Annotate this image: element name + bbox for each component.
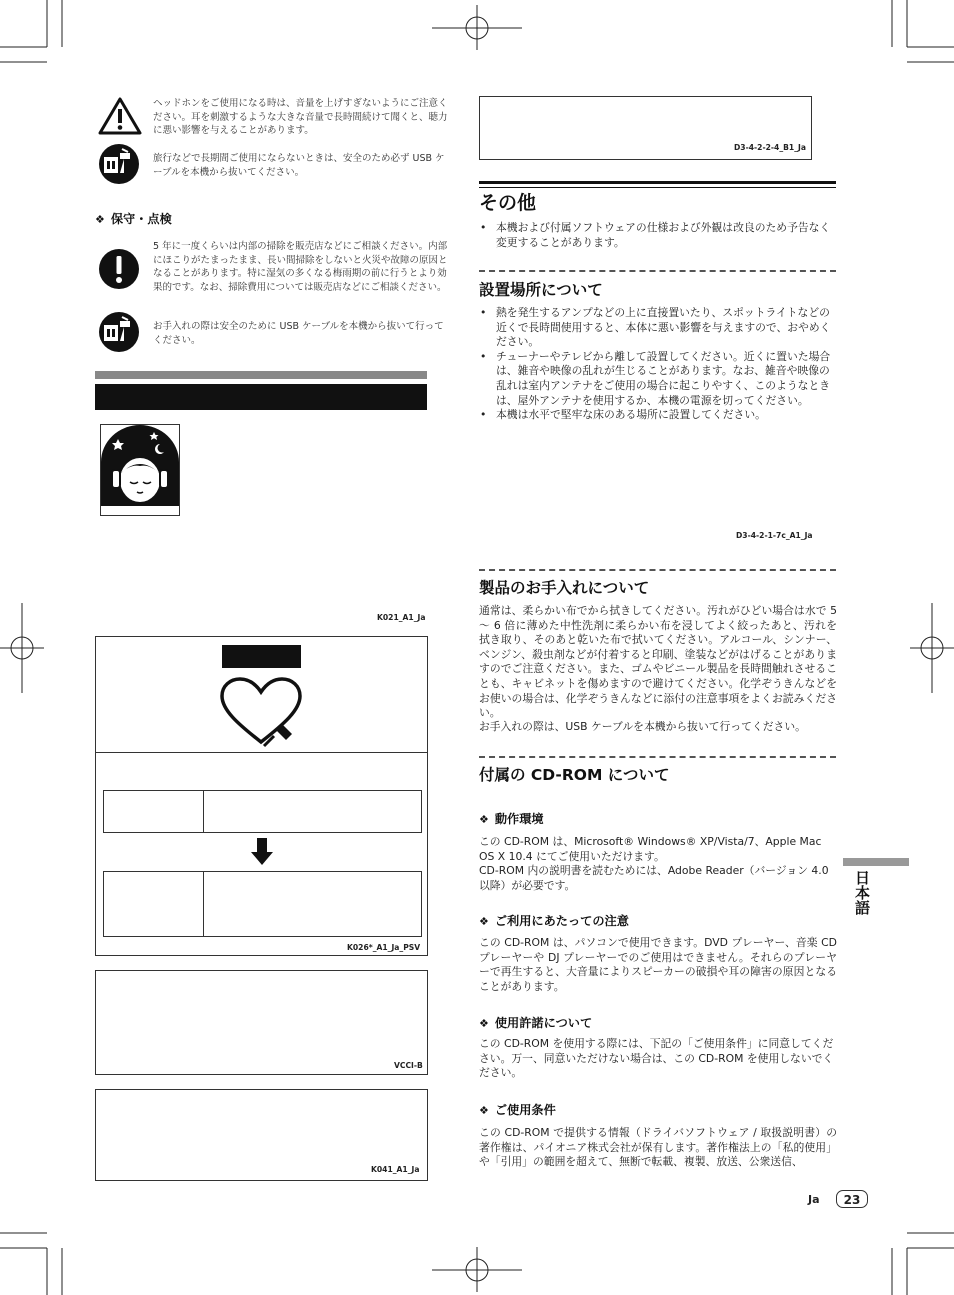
diamond-bullet-icon: ❖ <box>479 1104 489 1117</box>
cdrom-title: 付属の CD-ROM について <box>479 766 670 784</box>
license-heading: ❖ 使用許諾について <box>479 1016 593 1030</box>
install-item: • 本機は水平で堅牢な床のある場所に設置してください。 <box>479 408 837 423</box>
night-headphone-girl-icon <box>100 424 180 516</box>
install-list <box>479 306 837 423</box>
warn-travel-text: 旅行などで長期間ご使用にならないときは、安全のため必ず USB ケーブルを本機から抜いてください。 <box>153 153 445 178</box>
code-vcci: VCCI-B <box>394 1061 423 1070</box>
gray-band <box>95 371 427 379</box>
terms-heading: ❖ ご使用条件 <box>479 1103 556 1117</box>
install-item: • チューナーやテレビから離して設置してください。近くに置いた場合は、雑音や映像の乱れが生じることがあります。なお、雑音や映像の乱れは室内アンテナをご使用の場合に起こりやすく、このようなときは、屋外アンテナを使用するか、本機の電源を切ってください。 <box>479 350 837 408</box>
footer-lang: Ja <box>808 1193 820 1206</box>
env-text: この CD-ROM は、Microsoft® Windows® XP/Vista/7、Apple Mac OS X 10.4 にてご使用いただけます。 <box>479 835 822 863</box>
use-text: この CD-ROM は、パソコンで使用できます。DVD プレーヤー、音楽 CD プレーヤーや DJ プレーヤーでのご使用はできません。それらのプレーヤーで再生すると、大音量によりスピーカーの破損や耳の障害の原因となることがあります。 <box>479 936 837 993</box>
caution-exclamation-icon <box>98 248 140 290</box>
side-tab-bar <box>843 858 909 866</box>
title-rule-thick <box>479 181 836 184</box>
install-title: 設置場所について <box>479 281 603 299</box>
unplug-icon <box>98 143 140 185</box>
install-divider <box>479 270 836 272</box>
after-label-cell <box>103 871 204 937</box>
page-number: 23 <box>836 1190 868 1208</box>
before-label-cell <box>103 790 204 833</box>
pse-black-label <box>222 645 301 668</box>
maintenance-usb-text: お手入れの際は安全のために USB ケーブルを本機から抜いて行ってください。 <box>153 321 444 346</box>
license-text: この CD-ROM を使用する際には、下記の「ご使用条件」に同意してください。万一、同意いただけない場合は、この CD-ROM を使用しないでください。 <box>479 1037 834 1080</box>
maintenance-text: 5 年に一度くらいは内部の掃除を販売店などにご相談ください。内部にほこりがたまったまま、長い間掃除をしないと火災や故障の原因となることがあります。特に湿気の多くなる梅雨期の前に行うとより効果的です。なお、掃除費用については販売店などにご相談ください。 <box>153 241 448 293</box>
arrow-down-icon <box>251 838 273 866</box>
warn-headphone-text: ヘッドホンをご使用になる時は、音量を上げすぎないようにご注意ください。耳を刺激するような大きな音量で長時間続けて聞くと、聴力に悪い影響を与えることがあります。 <box>153 98 448 136</box>
care-divider <box>479 569 836 571</box>
unplug-icon-2 <box>98 311 140 353</box>
heart-plug-icon <box>218 676 304 748</box>
vcci-box <box>95 970 428 1075</box>
terms-text: この CD-ROM で提供する情報（ドライバソフトウェア / 取扱説明書）の著作権は、パイオニア株式会社が保有します。著作権法上の「私的使用」や「引用」の範囲を超えて、無断で転載、複製、放送、公衆送信、 <box>479 1126 837 1169</box>
code-top-right: D3-4-2-2-4_B1_Ja <box>734 143 806 152</box>
care-text-usb: お手入れの際は、USB ケーブルを本機から抜いて行ってください。 <box>479 720 806 733</box>
code-k026: K026*_A1_Ja_PSV <box>347 943 421 952</box>
other-list <box>479 221 837 250</box>
warning-triangle-icon <box>98 96 142 136</box>
care-text: 通常は、柔らかい布でから拭きしてください。汚れがひどい場合は水で 5 〜 6 倍に薄めた中性洗剤に柔らかい布を浸してよく絞ったあと、汚れを拭き取り、そのあと乾いた布で拭いてください。アルコール、シンナー、ベンジン、殺虫剤などが付着すると印刷、塗装などがはげることがありますのでご注意ください。また、ゴムやビニール製品を長時間触れさせることも、キャビネットを傷めますので避けてください。化学ぞうきんなどをお使いの場合は、化学ぞうきんなどに添付の注意事項をよくお読みください。 <box>479 604 837 720</box>
divider-line <box>95 752 428 753</box>
care-title: 製品のお手入れについて <box>479 579 650 597</box>
diamond-bullet-icon: ❖ <box>479 915 489 928</box>
other-title: その他 <box>479 192 537 214</box>
install-item: • 熱を発生するアンプなどの上に直接置いたり、スポットライトなどの近くで長時間使用すると、本体に悪い影響を与えますので、おやめください。 <box>479 306 837 350</box>
after-text-cell <box>203 871 422 937</box>
side-language-tab: 日本語 <box>853 870 871 915</box>
env-heading: ❖ 動作環境 <box>479 812 544 826</box>
code-k041: K041_A1_Ja <box>371 1165 420 1174</box>
black-band <box>95 384 427 410</box>
code-k021: K021_A1_Ja <box>377 613 426 622</box>
other-item: • 本機および付属ソフトウェアの仕様および外観は改良のため予告なく変更することがあります。 <box>479 221 837 250</box>
cdrom-divider <box>479 756 836 758</box>
diamond-bullet-icon: ❖ <box>479 813 489 826</box>
use-heading: ❖ ご利用にあたっての注意 <box>479 914 629 928</box>
diamond-bullet-icon: ❖ <box>479 1017 489 1030</box>
before-text-cell <box>203 790 422 833</box>
env-text-2: CD-ROM 内の説明書を読むためには、Adobe Reader（バージョン 4.0 以降）が必要です。 <box>479 864 829 892</box>
diamond-bullet-icon: ❖ <box>95 213 105 226</box>
code-install: D3-4-2-1-7c_A1_Ja <box>736 531 813 540</box>
maintenance-heading: ❖ 保守・点検 <box>95 212 172 226</box>
